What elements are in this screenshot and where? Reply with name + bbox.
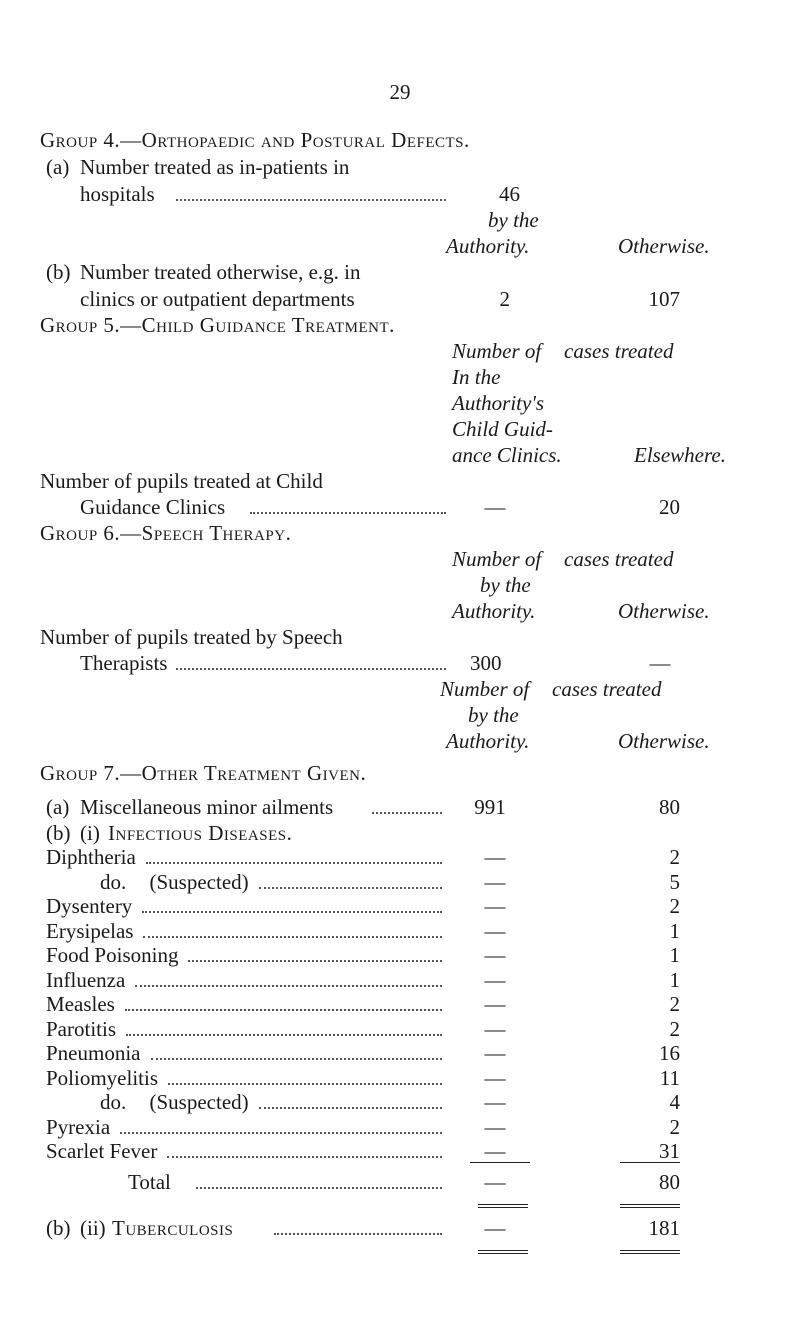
disease-otherwise: 2	[669, 845, 680, 869]
disease-name: Parotitis	[46, 1016, 117, 1041]
group5-col-header-1c: Authority's	[452, 391, 544, 415]
group6-col-cases: cases treated	[564, 547, 674, 571]
group7-b-label: (b)	[46, 821, 71, 845]
leader-dots	[250, 512, 446, 514]
double-rule	[478, 1204, 528, 1208]
disease-name: do. (Suspected)	[100, 869, 249, 894]
disease-otherwise: 2	[669, 1114, 680, 1139]
double-rule	[620, 1250, 680, 1254]
group4-b-text-2: clinics or outpatient departments	[80, 287, 355, 311]
group4-b-text: Number treated otherwise, e.g. in	[80, 260, 361, 284]
group7-col-header-1: Number of	[440, 677, 530, 701]
disease-authority: —	[484, 869, 506, 894]
group4-b-label: (b)	[46, 260, 71, 284]
group5-row-elsewhere: 20	[659, 495, 680, 519]
group6-col-header-1c: Authority.	[452, 599, 536, 623]
disease-otherwise: 31	[659, 1139, 680, 1163]
disease-authority: —	[484, 845, 506, 869]
leader-dots	[143, 936, 442, 938]
disease-name: Pneumonia	[46, 1041, 141, 1065]
leader-dots	[125, 1009, 442, 1011]
disease-authority: —	[484, 1065, 506, 1090]
disease-authority: —	[484, 1114, 506, 1139]
group5-heading: Group 5.—Child Guidance Treatment.	[40, 313, 395, 337]
group5-row-text-2: Guidance Clinics	[80, 495, 226, 519]
page-number: 29	[389, 80, 411, 104]
disease-name: Erysipelas	[46, 918, 134, 943]
group5-col-header-1b: In the	[452, 365, 501, 389]
disease-authority: —	[484, 894, 506, 918]
group4-col-header-2: Otherwise.	[618, 234, 710, 258]
group6-col-header-1b: by the	[480, 573, 531, 597]
leader-dots	[167, 1156, 442, 1158]
leader-dots	[188, 960, 442, 962]
group4-a-text: Number treated as in-patients in	[80, 155, 350, 179]
disease-otherwise: 11	[659, 1065, 680, 1090]
tb-label: (b)	[46, 1216, 71, 1240]
tb-sub: (ii)	[80, 1216, 106, 1240]
leader-dots	[259, 887, 442, 889]
disease-otherwise: 2	[669, 1016, 680, 1041]
leader-dots	[259, 1107, 442, 1109]
disease-name: Pyrexia	[46, 1114, 111, 1139]
group7-col-header-2: Otherwise.	[618, 729, 710, 753]
leader-dots	[176, 668, 446, 670]
disease-otherwise: 1	[669, 918, 680, 943]
leader-dots	[168, 1083, 442, 1085]
disease-authority: —	[484, 918, 506, 943]
group5-row-authority: —	[484, 495, 506, 519]
group7-b-heading: Infectious Diseases.	[108, 821, 293, 845]
total-authority: —	[484, 1170, 506, 1194]
group5-col-header-1d: Child Guid-	[452, 417, 553, 441]
leader-dots	[372, 812, 442, 814]
disease-otherwise: 1	[669, 967, 680, 992]
disease-authority: —	[484, 1139, 506, 1163]
group7-col-header-1c: Authority.	[446, 729, 530, 753]
group7-b-sub: (i)	[80, 821, 100, 845]
group4-a-label: (a)	[46, 155, 70, 179]
double-rule	[620, 1204, 680, 1208]
group6-col-header-2: Otherwise.	[618, 599, 710, 623]
disease-authority: —	[484, 992, 506, 1016]
leader-dots	[274, 1233, 442, 1235]
total-label: Total	[128, 1170, 171, 1194]
group5-col-cases: cases treated	[564, 339, 674, 363]
disease-name: Diphtheria	[46, 845, 136, 869]
leader-dots	[151, 1058, 442, 1060]
disease-otherwise: 2	[669, 992, 680, 1016]
group4-col-header-1b: Authority.	[446, 234, 530, 258]
disease-otherwise: 16	[659, 1041, 680, 1065]
disease-name: Food Poisoning	[46, 943, 179, 967]
group7-a-otherwise: 80	[659, 795, 680, 819]
total-otherwise: 80	[659, 1170, 680, 1194]
disease-otherwise: 5	[669, 869, 680, 894]
disease-otherwise: 2	[669, 894, 680, 918]
tb-otherwise: 181	[648, 1216, 680, 1240]
total-rule-otherwise	[620, 1162, 680, 1163]
disease-otherwise: 1	[669, 943, 680, 967]
leader-dots	[196, 1187, 442, 1189]
group6-row-authority: 300	[470, 651, 502, 675]
leader-dots	[126, 1034, 442, 1036]
double-rule	[478, 1250, 528, 1254]
disease-name: Dysentery	[46, 894, 133, 918]
group7-a-label: (a)	[46, 795, 70, 819]
disease-name: do. (Suspected)	[100, 1090, 249, 1114]
group6-heading: Group 6.—Speech Therapy.	[40, 521, 292, 545]
group7-col-header-1b: by the	[468, 703, 519, 727]
group4-b-authority: 2	[499, 287, 510, 311]
group4-heading: Group 4.—Orthopaedic and Postural Defects.	[40, 128, 470, 152]
disease-name: Poliomyelitis	[46, 1065, 159, 1090]
leader-dots	[135, 985, 442, 987]
leader-dots	[146, 862, 442, 864]
leader-dots	[142, 911, 442, 913]
disease-authority: —	[484, 943, 506, 967]
group6-row-text-2: Therapists	[80, 651, 168, 675]
group4-a-value: 46	[499, 182, 520, 206]
group4-a-text-2: hospitals	[80, 182, 155, 206]
group5-col-header-2: Elsewhere.	[634, 443, 726, 467]
group7-a-text: Miscellaneous minor ailments	[80, 795, 334, 819]
total-rule-authority	[470, 1162, 530, 1163]
disease-authority: —	[484, 1016, 506, 1041]
group4-b-otherwise: 107	[648, 287, 680, 311]
disease-name: Measles	[46, 992, 115, 1016]
group6-col-header-1: Number of	[452, 547, 542, 571]
group5-col-header-1: Number of	[452, 339, 542, 363]
disease-name: Scarlet Fever	[46, 1139, 158, 1163]
group7-heading: Group 7.—Other Treatment Given.	[40, 761, 367, 785]
group4-col-header-1: by the	[488, 208, 539, 232]
group7-a-authority: 991	[474, 795, 506, 819]
leader-dots	[120, 1132, 442, 1134]
disease-authority: —	[484, 967, 506, 992]
group6-row-otherwise: —	[649, 651, 671, 675]
disease-authority: —	[484, 1041, 506, 1065]
leader-dots	[176, 199, 446, 201]
group6-row-text: Number of pupils treated by Speech	[40, 625, 343, 649]
tb-text: Tuberculosis	[112, 1216, 234, 1240]
group5-row-text: Number of pupils treated at Child	[40, 469, 323, 493]
disease-otherwise: 4	[669, 1090, 680, 1114]
tb-authority: —	[484, 1216, 506, 1240]
group5-col-header-1e: ance Clinics.	[452, 443, 562, 467]
disease-authority: —	[484, 1090, 506, 1114]
group7-col-cases: cases treated	[552, 677, 662, 701]
disease-name: Influenza	[46, 967, 126, 992]
